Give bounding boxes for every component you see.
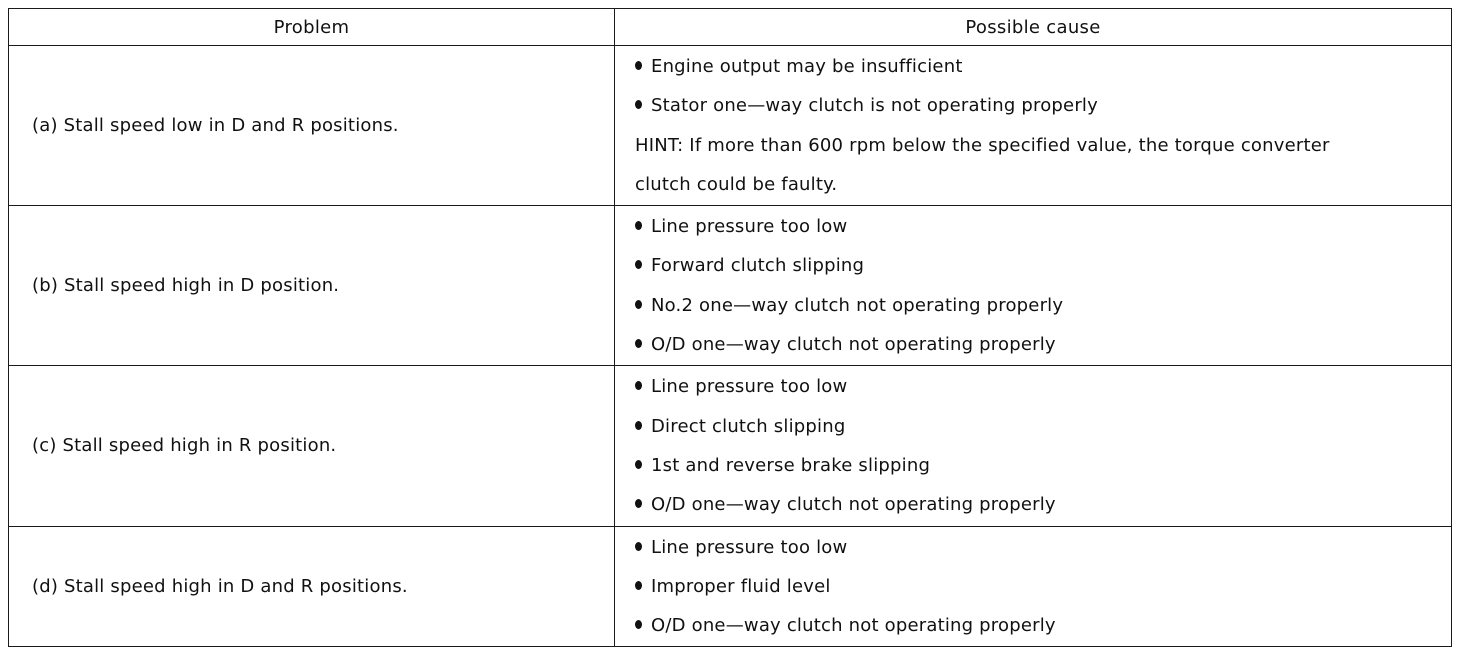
bullet-icon	[635, 61, 642, 70]
bullet-icon	[635, 499, 642, 508]
table-row	[9, 366, 1452, 526]
problem-cell: (c) Stall speed high in R position.	[9, 366, 615, 526]
cause-item	[635, 446, 1451, 485]
cause-item	[635, 86, 1451, 125]
cause-text: O/D one—way clutch not operating properly	[651, 334, 1056, 356]
bullet-icon	[635, 421, 642, 430]
cause-text: Improper fluid level	[651, 575, 831, 597]
bullet-icon	[635, 542, 642, 551]
problem-cell: (d) Stall speed high in D and R positions.	[9, 526, 615, 647]
cause-item	[635, 47, 1451, 86]
bullet-icon	[635, 221, 642, 230]
cause-cell	[615, 46, 1452, 206]
cause-text: Forward clutch slipping	[651, 255, 865, 277]
bullet-icon	[635, 460, 642, 469]
cause-item	[635, 485, 1451, 524]
cause-item	[635, 246, 1451, 285]
cause-cell	[615, 366, 1452, 526]
cause-text: O/D one—way clutch not operating properly	[651, 615, 1056, 637]
cause-item	[635, 207, 1451, 246]
cause-item	[635, 325, 1451, 364]
cause-text: No.2 one—way clutch not operating properly	[651, 294, 1064, 316]
cause-cell	[615, 526, 1452, 647]
stall-test-table	[8, 8, 1452, 647]
hint-line-1: HINT: If more than 600 rpm below the specified value, the torque converter	[635, 134, 1330, 156]
bullet-icon	[635, 100, 642, 109]
bullet-icon	[635, 260, 642, 269]
cause-text: Direct clutch slipping	[651, 415, 846, 437]
cause-item	[635, 286, 1451, 325]
cause-item	[635, 367, 1451, 406]
cause-item	[635, 567, 1451, 606]
bullet-icon	[635, 581, 642, 590]
hint-line-2: clutch could be faulty.	[635, 173, 838, 195]
problem-cell: (a) Stall speed low in D and R positions.	[9, 46, 615, 206]
table-header-row	[9, 9, 1452, 46]
problem-cell: (b) Stall speed high in D position.	[9, 206, 615, 366]
cause-item	[635, 407, 1451, 446]
bullet-icon	[635, 300, 642, 309]
bullet-icon	[635, 620, 642, 629]
header-problem: Problem	[9, 9, 615, 46]
table-row	[9, 526, 1452, 647]
cause-text: Line pressure too low	[651, 216, 848, 238]
bullet-icon	[635, 339, 642, 348]
cause-item	[635, 528, 1451, 567]
bullet-icon	[635, 381, 642, 390]
cause-cell	[615, 206, 1452, 366]
table-row	[9, 46, 1452, 206]
cause-text: Line pressure too low	[651, 376, 848, 398]
cause-text: Line pressure too low	[651, 536, 848, 558]
table-row	[9, 206, 1452, 366]
cause-text: O/D one—way clutch not operating properly	[651, 494, 1056, 516]
cause-text: Stator one—way clutch is not operating properly	[651, 95, 1098, 117]
header-possible-cause: Possible cause	[615, 9, 1452, 46]
cause-text: 1st and reverse brake slipping	[651, 454, 931, 476]
cause-item	[635, 606, 1451, 645]
cause-text: Engine output may be insufficient	[651, 56, 963, 77]
